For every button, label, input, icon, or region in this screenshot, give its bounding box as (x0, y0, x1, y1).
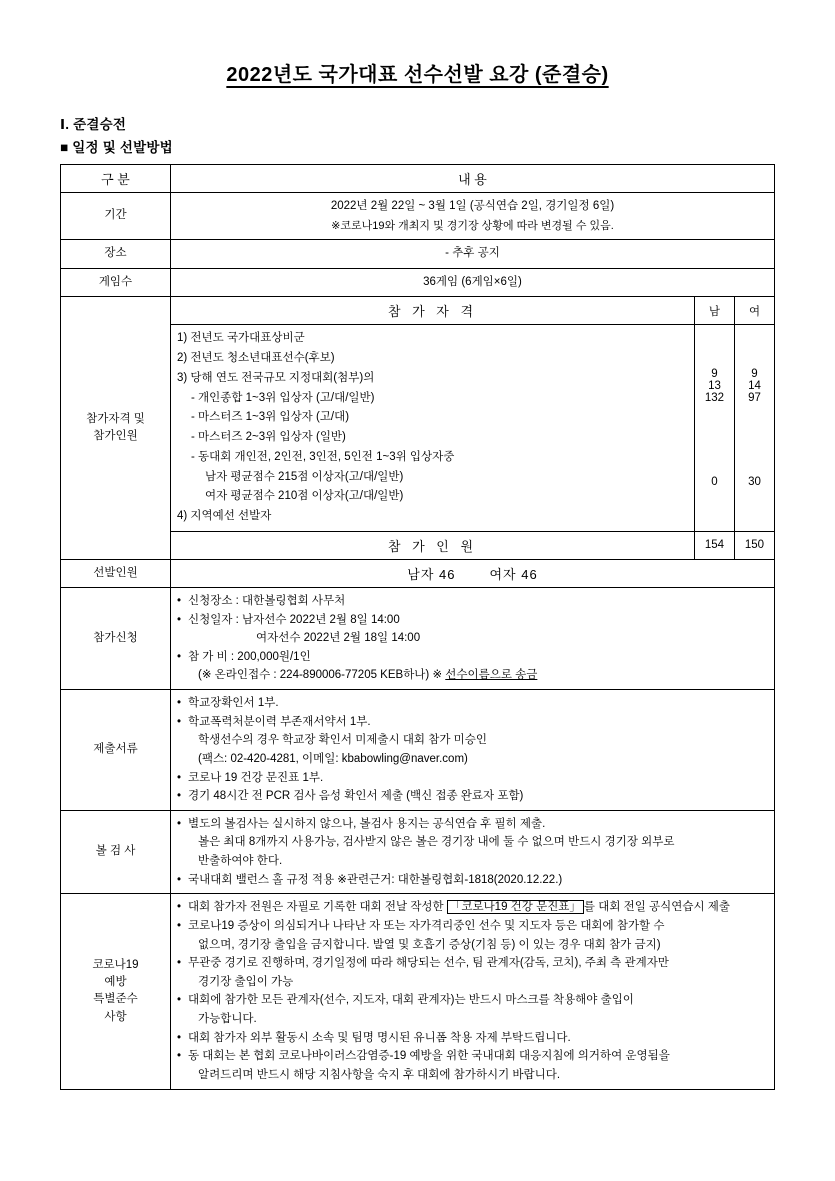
qualification-item-male (701, 416, 728, 428)
qualification-item-male: 13 (708, 380, 721, 393)
row-value-covid (171, 894, 775, 1089)
qualification-female-values (734, 325, 774, 532)
qualification-item: 2) 전년도 청소년대표선수(후보) (177, 352, 335, 365)
qualification-item-female (741, 452, 768, 464)
qualification-col-female: 여 (734, 297, 774, 325)
table-row-selection (61, 559, 775, 587)
highlighted-form-name: 「코로나19 건강 문진표」 (447, 900, 584, 914)
qualification-item: 남자 평균점수 215점 이상자(고/대/일반) (205, 470, 404, 483)
documents-line: 학생선수의 경우 학교장 확인서 미제출시 대회 참가 미승인 (198, 734, 487, 747)
covid-label-line: 특별준수 (93, 993, 138, 1006)
qualification-title: 참 가 자 격 (171, 297, 695, 325)
qualification-item: - 마스터즈 2~3위 입상자 (일반) (191, 431, 346, 444)
entry-list (177, 592, 768, 685)
covid-line: • 동 대회는 본 협회 코로나바이러스감염증-19 예방을 위한 국내대회 대응지침에 의거하여 운영됨을 (177, 1047, 768, 1066)
qualification-item: - 동대회 개인전, 2인전, 3인전, 5인전 1~3위 입상자중 (191, 450, 455, 463)
qualification-item-female (741, 464, 768, 476)
covid-label-line: 예방 (104, 976, 127, 989)
covid-label-line: 코로나19 (92, 958, 139, 971)
row-label-covid (61, 894, 171, 1089)
qualification-item-female (741, 404, 768, 416)
qualification-item: - 개인종합 1~3위 입상자 (고/대/일반) (191, 391, 375, 404)
row-label-games: 게임수 (61, 268, 171, 297)
qualification-item-male (701, 452, 728, 464)
row-value-games: 36게임 (6게임×6일) (171, 268, 775, 297)
qualification-item-female: 14 (748, 380, 761, 393)
section-heading-2: ■ 일정 및 선발방법 (60, 140, 173, 155)
documents-line: (팩스: 02-420-4281, 이메일: kbabowling@naver.com) (198, 752, 468, 765)
row-value-period (171, 193, 775, 240)
qualification-item: 여자 평균점수 210점 이상자(고/대/일반) (205, 490, 404, 503)
period-line-1: 2022년 2월 22일 ~ 3월 1일 (공식연습 2일, 경기일정 6일) (330, 200, 615, 212)
schedule-table (60, 164, 775, 1090)
table-row-period (61, 193, 775, 240)
qualification-item-male (701, 428, 728, 440)
covid-line: • 대회에 참가한 모든 관계자(선수, 지도자, 대회 관계자)는 반드시 마스크를 착용해야 출입이 (177, 991, 768, 1010)
qualification-items (171, 325, 695, 532)
qualification-item-female: 30 (748, 476, 761, 489)
ball-check-line: 볼은 최대 8개까지 사용가능, 검사받지 않은 볼은 경기장 내에 둘 수 없으며 반드시 경기장 외부로 (198, 836, 675, 849)
documents-line: • 코로나 19 건강 문진표 1부. (177, 769, 768, 788)
qualification-col-male: 남 (694, 297, 734, 325)
table-row-documents (61, 690, 775, 811)
covid-line: • 코로나19 증상이 의심되거나 나타난 자 또는 자가격리중인 선수 및 지도자 등은 대회에 참가할 수 (177, 917, 768, 936)
table-row-games (61, 268, 775, 297)
total-female: 150 (734, 531, 774, 559)
qualification-item-male (701, 440, 728, 452)
entry-line: 여자선수 2022년 2월 18일 14:00 (256, 632, 421, 645)
entry-line: (※ 온라인접수 : 224-890006-77205 KEB하나) ※ 선수이름으로 송금 (198, 669, 538, 682)
selection-male: 남자 46 (407, 566, 456, 582)
covid-line: • 대회 참가자 전원은 자필로 기록한 대회 전날 작성한 「코로나19 건강 문진표」 를 대회 전일 공식연습시 제출 (177, 898, 768, 917)
ball-check-line: 반출하여야 한다. (198, 855, 283, 868)
table-row-qualification (61, 297, 775, 325)
covid-label-line: 사항 (104, 1010, 127, 1023)
covid-line: 없으며, 경기장 출입을 금지합니다. 발열 및 호흡기 증상(기침 등) 이 있는 경우 대회 참가 금지) (198, 938, 661, 951)
qualification-item: 1) 전년도 국가대표상비군 (177, 332, 305, 345)
qualification-label-line-1: 참가자격 및 (86, 412, 145, 425)
row-label-ball-check: 볼 검 사 (61, 810, 171, 894)
selection-female: 여자 46 (489, 566, 538, 582)
row-label-period: 기간 (61, 193, 171, 240)
row-value-selection (171, 559, 775, 587)
qualification-item-male: 9 (711, 368, 718, 381)
total-label: 참 가 인 원 (171, 531, 695, 559)
ball-check-line: • 별도의 볼검사는 실시하지 않으나, 볼검사 용지는 공식연습 후 필히 제출. (177, 815, 768, 834)
entry-line: • 신청장소 : 대한볼링협회 사무처 (177, 592, 768, 611)
ball-check-list (177, 815, 768, 890)
emphasis-text: 선수이름으로 송금 (445, 669, 538, 682)
row-label-documents: 제출서류 (61, 690, 171, 811)
qualification-item-female (741, 416, 768, 428)
qualification-item: - 마스터즈 1~3위 입상자 (고/대) (191, 411, 350, 424)
qualification-item-female (741, 440, 768, 452)
entry-line: • 참 가 비 : 200,000원/1인 (177, 648, 768, 667)
header-cell-content: 내 용 (171, 165, 775, 193)
documents-line: • 학교장확인서 1부. (177, 694, 768, 713)
page-title: 2022년도 국가대표 선수선발 요강 (준결승) (226, 64, 609, 86)
covid-line: 가능합니다. (198, 1013, 257, 1026)
header-cell-category: 구 분 (61, 165, 171, 193)
qualification-item: 4) 지역예선 선발자 (177, 510, 272, 523)
qualification-label-line-2: 참가인원 (93, 430, 138, 443)
qualification-item-female: 97 (748, 392, 761, 405)
qualification-item-male: 0 (711, 476, 718, 489)
covid-line: 경기장 출입이 가능 (198, 975, 294, 988)
table-row-place (61, 240, 775, 269)
table-header-row (61, 165, 775, 193)
covid-line: 알려드리며 반드시 해당 지침사항을 숙지 후 대회에 참가하시기 바랍니다. (198, 1068, 561, 1081)
table-row-entry (61, 587, 775, 689)
table-row-ball-check (61, 810, 775, 894)
covid-line: • 대회 참가자 외부 활동시 소속 및 팀명 명시된 유니폼 착용 자제 부탁드립니다. (177, 1029, 768, 1048)
row-value-entry (171, 587, 775, 689)
section-heading-1: Ⅰ. 준결승전 (60, 117, 127, 132)
ball-check-line: • 국내대회 밸런스 홀 규정 적용 ※관련근거: 대한볼링협회-1818(2020.12.22.) (177, 871, 768, 890)
row-label-entry: 참가신청 (61, 587, 171, 689)
qualification-item-male (701, 404, 728, 416)
row-label-qualification (61, 297, 171, 560)
period-line-2: ※코로나19와 개최지 및 경기장 상황에 따라 변경될 수 있음. (331, 219, 614, 232)
qualification-item-male (701, 464, 728, 476)
covid-list (177, 898, 768, 1084)
documents-line: • 경기 48시간 전 PCR 검사 음성 확인서 제출 (백신 접종 완료자 포함) (177, 787, 768, 806)
total-male: 154 (694, 531, 734, 559)
documents-list (177, 694, 768, 806)
row-label-place: 장소 (61, 240, 171, 269)
row-value-documents (171, 690, 775, 811)
qualification-item-female: 9 (751, 368, 758, 381)
qualification-item: 3) 당해 연도 전국규모 지정대회(첨부)의 (177, 371, 375, 384)
documents-line: • 학교폭력처분이력 부존재서약서 1부. (177, 713, 768, 732)
qualification-male-values (694, 325, 734, 532)
covid-line: • 무관중 경기로 진행하며, 경기일정에 따라 해당되는 선수, 팀 관계자(감독, 코치), 주최 측 관계자만 (177, 954, 768, 973)
qualification-item-male: 132 (704, 392, 725, 405)
qualification-item-female (741, 428, 768, 440)
table-row-covid (61, 894, 775, 1089)
entry-line: • 신청일자 : 남자선수 2022년 2월 8일 14:00 (177, 611, 768, 630)
row-value-ball-check (171, 810, 775, 894)
row-value-place: - 추후 공지 (171, 240, 775, 269)
row-label-selection: 선발인원 (61, 559, 171, 587)
